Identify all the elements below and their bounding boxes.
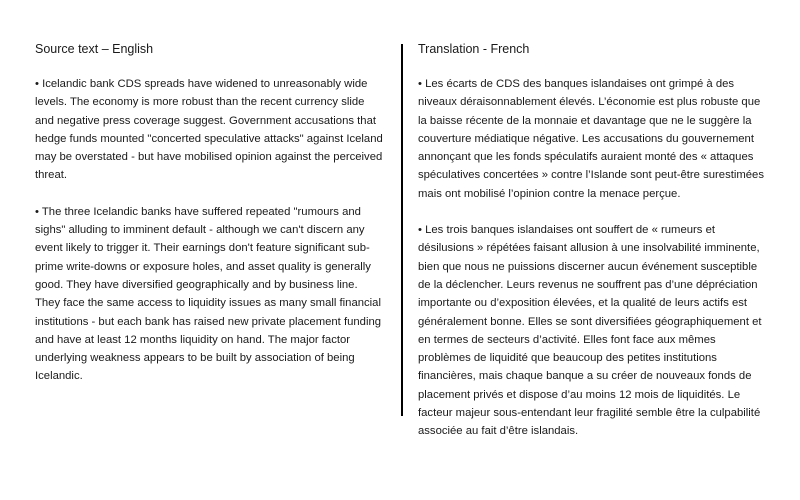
source-column: [35, 40, 385, 404]
translation-column: [418, 40, 768, 459]
column-divider: [401, 44, 403, 416]
source-paragraph-2: • The three Icelandic banks have suffered repeated "rumours and sighs" alluding to imminent default - although we can't discern any event likely to trigger it. Their earnings don't feature significant sub-prime write-downs or exposure holes, and asset quality is generally good. They have diversified geographically and by business line. They face the same access to liquidity issues as many small financial institutions - but each bank has raised new private placement funding and have at least 12 months liquidity on hand. The major factor underlying weakness appears to be built by association of being Icelandic.: [35, 205, 382, 383]
translation-paragraph-2: • Les trois banques islandaises ont souffert de « rumeurs et désilusions » répétées faisant allusion à une insolvabilité imminente, bien que nous ne puissions discerner aucun événement susceptible de la déclencher. Leurs revenus ne souffrent pas d’une dépréciation importante ou d’exposition élevées, et la qualité de leurs actifs est généralement bonne. Elles se sont diversifiées géographiquement et en termes de secteurs d’activité. Elles font face aux mêmes problèmes de liquidité que beaucoup des petites institutions financières, mais chaque banque a su créer de nouveaux fonds de placement privés et dispose d’au moins 12 mois de liquidités. Le facteur majeur sous-entendant leur fragilité semble être la culpabilité associée au fait d’être islandais.: [418, 224, 762, 438]
translation-paragraph-1: • Les écarts de CDS des banques islandaises ont grimpé à des niveaux déraisonnablement élevés. L’économie est plus robuste que la baisse récente de la monnaie et davantage que ne le suggère la couverture médiatique négative. Les accusations du gouvernement annonçant que les fonds spéculatifs auraient monté des « attaques spéculatives concertées » contre l’Islande sont peut-être surestimées mais ont mobilisé l’opinion contre la menace perçue.: [418, 78, 764, 200]
source-heading: Source text – English: [35, 42, 154, 56]
source-paragraph-1: • Icelandic bank CDS spreads have widened to unreasonably wide levels. The economy is more robust than the recent currency slide and negative press coverage suggest. Government accusations that hedge funds mounted "concerted speculative attacks" against Iceland may be overstated - but have mobilised opinion against the perceived threat.: [35, 78, 383, 182]
translation-heading: Translation - French: [418, 42, 530, 56]
